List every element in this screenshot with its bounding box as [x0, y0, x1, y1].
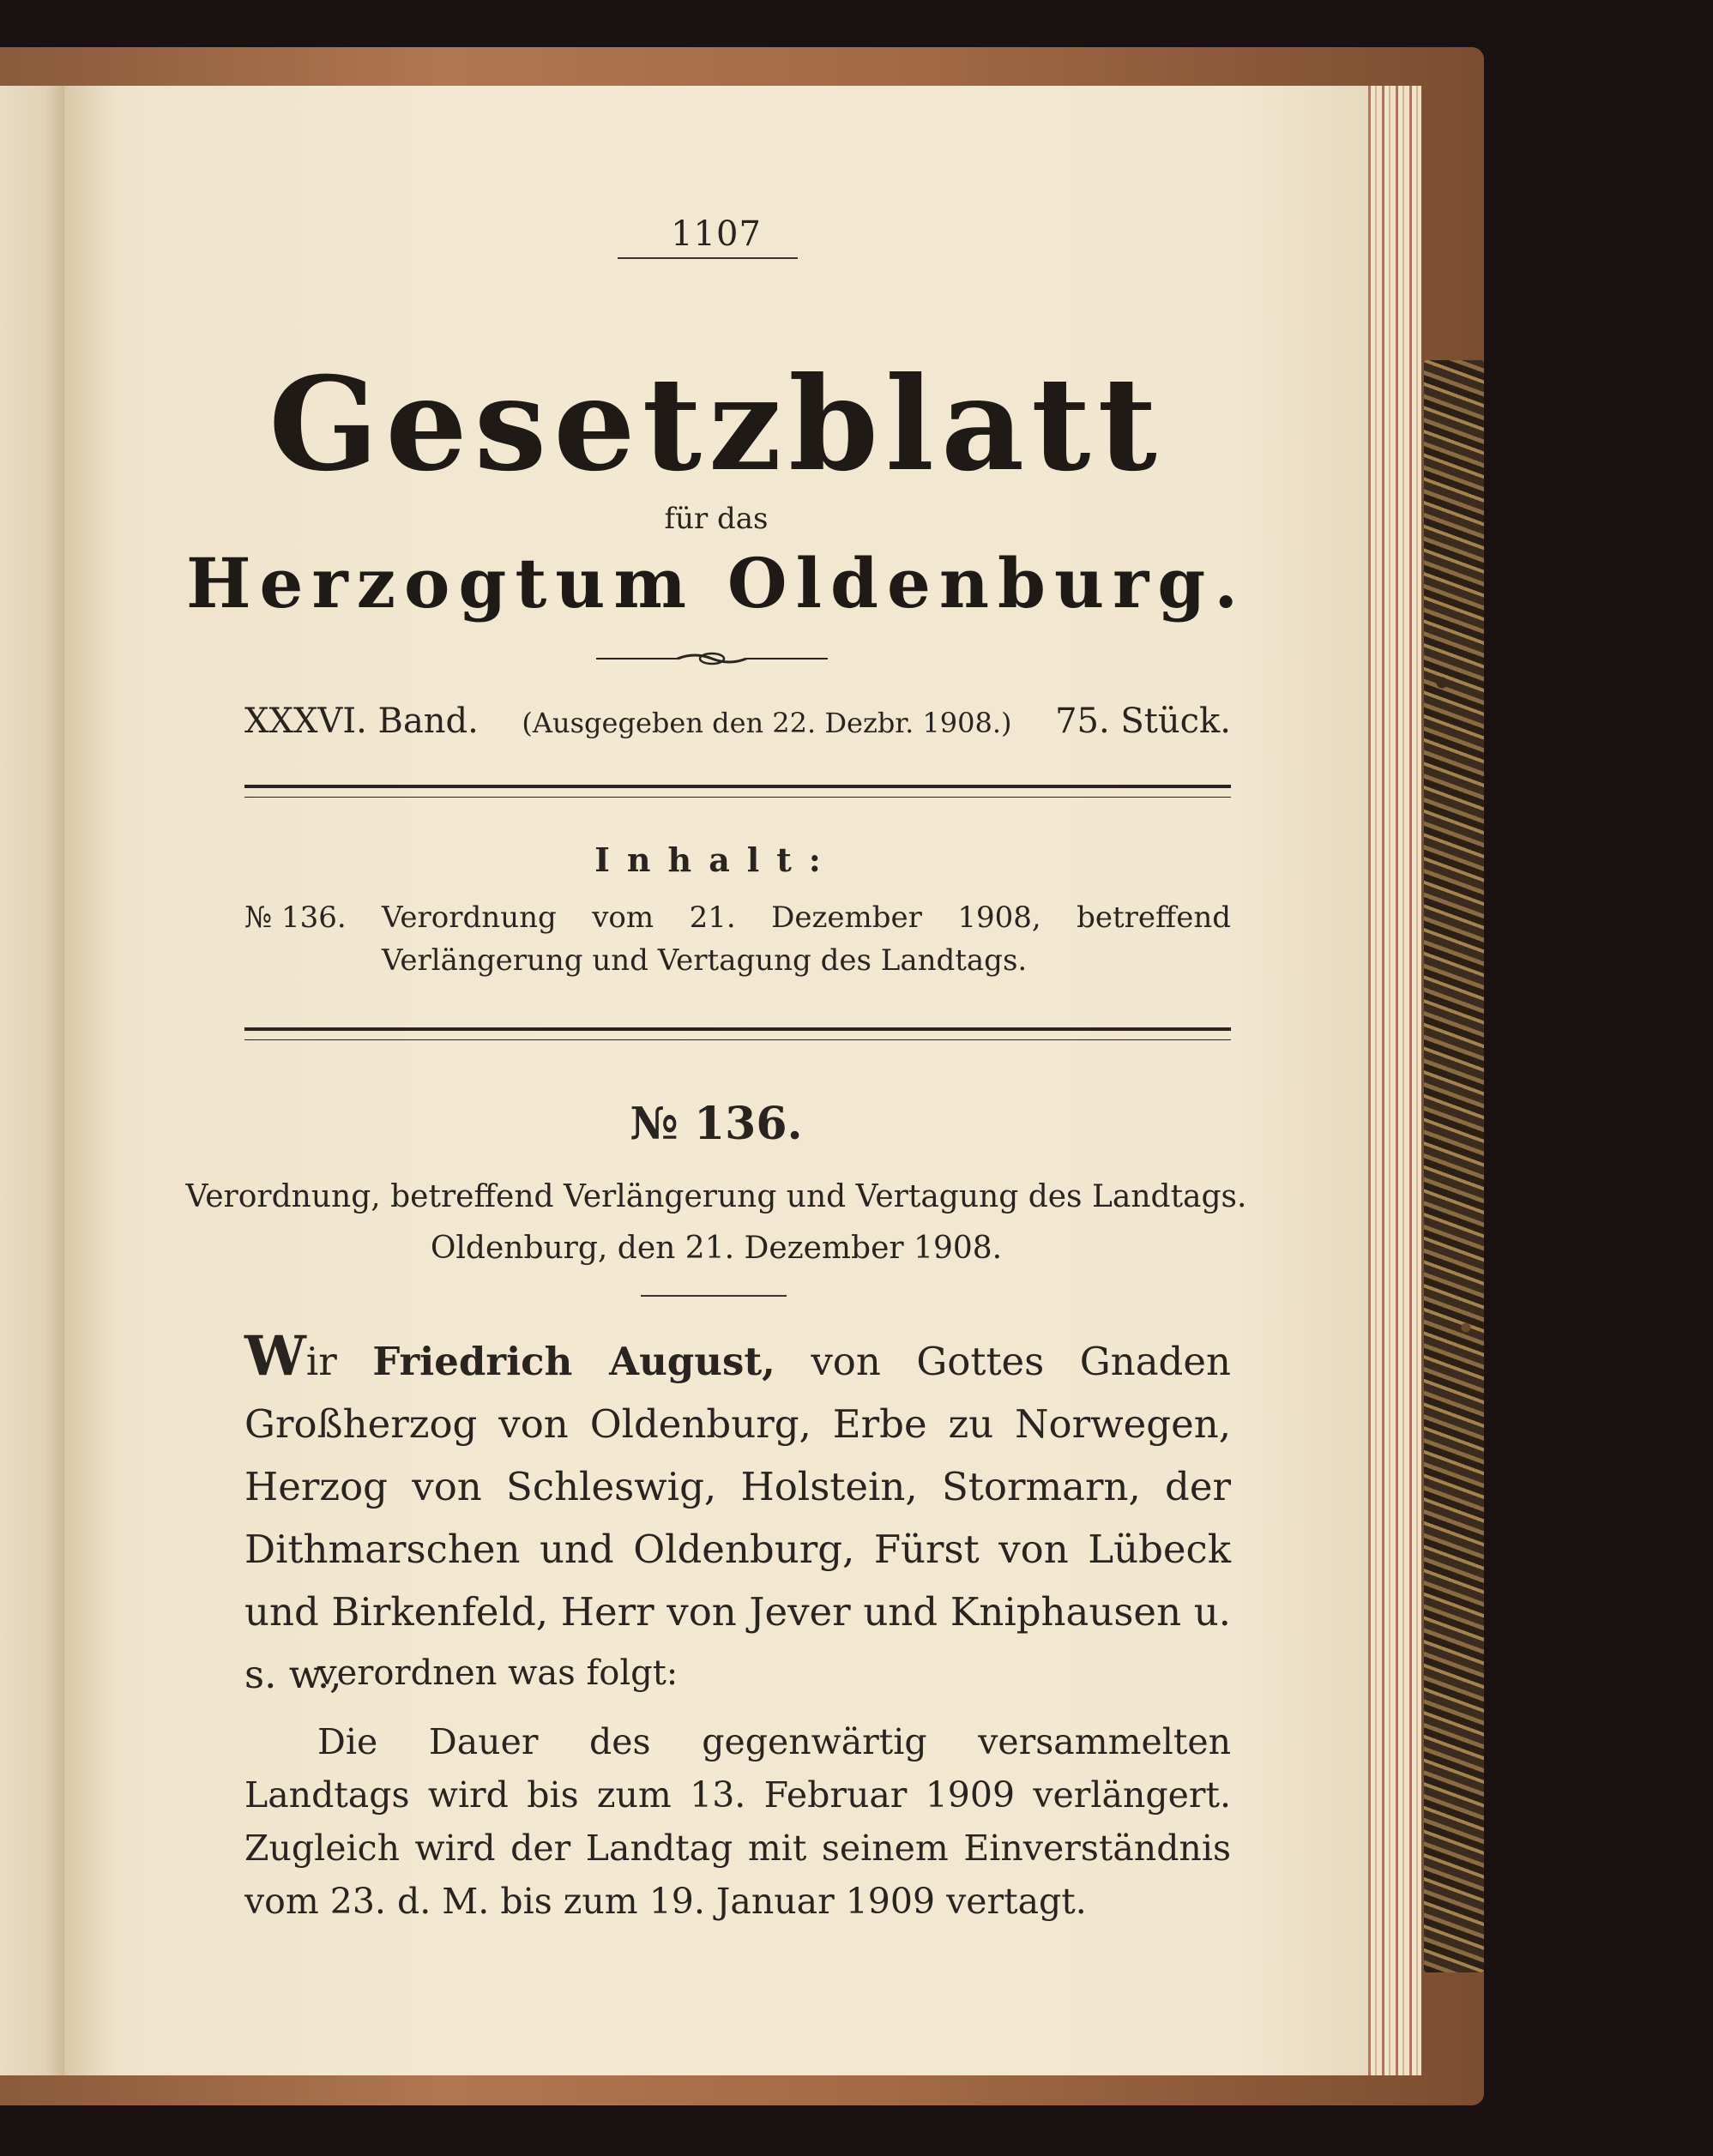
preamble-first: ir: [305, 1339, 337, 1384]
preamble-name: Friedrich August,: [372, 1339, 775, 1384]
marbled-cover-edge: [1424, 360, 1484, 1972]
section-place-date: Oldenburg, den 21. Dezember 1908.: [430, 1231, 1003, 1266]
double-rule-bottom: [244, 1027, 1231, 1040]
contents-entry-number: № 136.: [244, 900, 347, 935]
page-number: 1107: [671, 214, 762, 254]
ordinance-paragraph: Die Dauer des gegenwärtig versammelten Landtags wird bis zum 13. Februar 1909 verlängert. Zugleich wird der Landtag mit seinem Einverständnis vom 23. d. M. bis zum 19. Januar 1909 vertagt.: [244, 1721, 1231, 1922]
document-page: [64, 86, 1368, 2075]
masthead-subtitle-small: für das: [664, 502, 769, 536]
preamble-body: von Gottes Gnaden Großherzog von Oldenburg, Erbe zu Norwegen, Herzog von Schleswig, Holstein, Stormarn, der Dithmarschen und Oldenburg, Fürst von Lübeck und Birkenfeld, Herr von Jever und Kniphausen u. s. w.,: [244, 1339, 1231, 1697]
issue-band: XXXVI. Band.: [244, 702, 479, 741]
preamble-text: [244, 1325, 1231, 1706]
verordnen-line: verordnen was folgt:: [317, 1653, 679, 1693]
ornament-divider-icon: [596, 648, 828, 669]
double-rule-top: [244, 785, 1231, 798]
issue-date: (Ausgegeben den 22. Dezbr. 1908.): [522, 707, 1012, 739]
previous-page-edge: [0, 86, 64, 2075]
contents-heading: Inhalt:: [594, 840, 838, 879]
masthead-title: Gesetzblatt: [268, 349, 1164, 500]
section-rule: [641, 1295, 787, 1297]
section-number: № 136.: [630, 1098, 803, 1150]
page-number-rule: [618, 257, 798, 259]
issue-stueck: 75. Stück.: [1055, 702, 1231, 741]
contents-entry-text: Verordnung vom 21. Dezember 1908, betreffend Verlängerung und Vertagung des Landtags.: [382, 900, 1231, 978]
masthead-subtitle-large: Herzogtum Oldenburg.: [185, 543, 1247, 623]
page-stack-edges: [1368, 86, 1421, 2075]
issue-line: [244, 702, 1231, 741]
section-heading: Verordnung, betreffend Verlängerung und Vertagung des Landtags.: [185, 1179, 1247, 1214]
preamble-dropcap: W: [244, 1324, 306, 1388]
